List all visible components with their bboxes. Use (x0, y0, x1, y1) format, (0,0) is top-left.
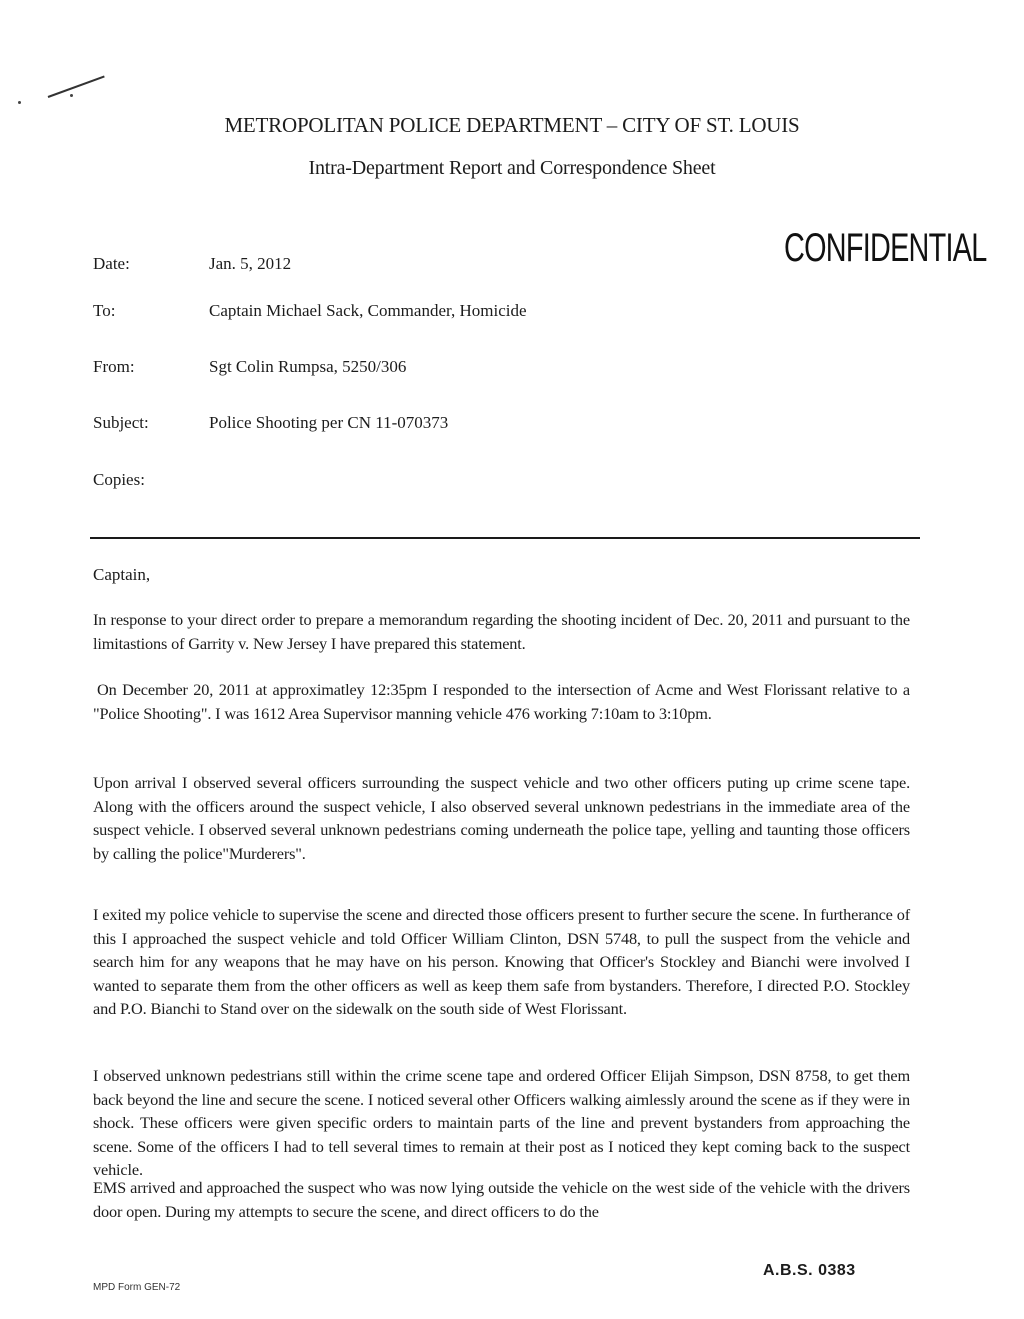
paragraph-1: In response to your direct order to prepare a memorandum regarding the shooting incident of Dec. 20, 2011 and pursuant to the limitastions of Garrity v. New Jersey I have prepared this statement. (93, 610, 910, 653)
form-title: Intra-Department Report and Correspondence Sheet (308, 157, 716, 179)
header-divider (90, 537, 920, 539)
form-identifier: MPD Form GEN-72 (93, 1282, 181, 1293)
copies-label: Copies: (93, 470, 145, 489)
subject-value: Police Shooting per CN 11-070373 (209, 413, 449, 432)
paragraph-3: Upon arrival I observed several officers surrounding the suspect vehicle and two other officers puting up crime scene tape. Along with the officers around the suspect vehicle, I also observed several unknown pedestrians in the immediate area of the suspect vehicle. I observed several unknown pedestrians coming underneath the police tape, yelling and taunting those officers by calling the police"Murderers". (93, 773, 910, 863)
from-value: Sgt Colin Rumpsa, 5250/306 (209, 357, 407, 376)
bates-number: A.B.S. 0383 (763, 1262, 856, 1279)
paragraph-5: I observed unknown pedestrians still within the crime scene tape and ordered Officer Elijah Simpson, DSN 8758, to get them back beyond the line and secure the scene. I noticed several other Officers walking aimlessly around the scene as if they were in shock. These officers were given specific orders to maintain parts of the line and prevent bystanders from approaching the scene. Some of the officers I had to tell several times to remain at their post as I noticed they kept coming back to the suspect vehicle. (93, 1066, 910, 1179)
to-value: Captain Michael Sack, Commander, Homicide (209, 301, 527, 320)
date-label: Date: (93, 254, 130, 273)
confidential-stamp: CONFIDENTIAL (784, 226, 987, 270)
pen-mark (48, 76, 105, 98)
scan-speck (18, 101, 21, 104)
department-header: METROPOLITAN POLICE DEPARTMENT – CITY OF ST. LOUIS (224, 113, 800, 137)
salutation: Captain, (93, 565, 151, 584)
subject-label: Subject: (93, 413, 149, 432)
from-label: From: (93, 357, 135, 376)
paragraph-6: EMS arrived and approached the suspect who was now lying outside the vehicle on the west side of the vehicle with the drivers door open. During my attempts to secure the scene, and direct officers to do the (93, 1178, 910, 1221)
scan-speck (70, 94, 73, 97)
date-value: Jan. 5, 2012 (209, 254, 292, 273)
to-label: To: (93, 301, 116, 320)
paragraph-2: On December 20, 2011 at approximatley 12:35pm I responded to the intersection of Acme and West Florissant relative to a "Police Shooting". I was 1612 Area Supervisor manning vehicle 476 working 7:10am to 3:10pm. (93, 680, 910, 723)
paragraph-4: I exited my police vehicle to supervise the scene and directed those officers present to further secure the scene. In furtherance of this I approached the suspect vehicle and told Officer William Clinton, DSN 5748, to pull the suspect from the vehicle and search him for any weapons that he may have on his person. Knowing that Officer's Stockley and Bianchi were involved I wanted to separate them from the other officers as well as keep them safe from bystanders. Therefore, I directed P.O. Stockley and P.O. Bianchi to Stand over on the sidewalk on the south side of West Florissant. (93, 905, 910, 1018)
